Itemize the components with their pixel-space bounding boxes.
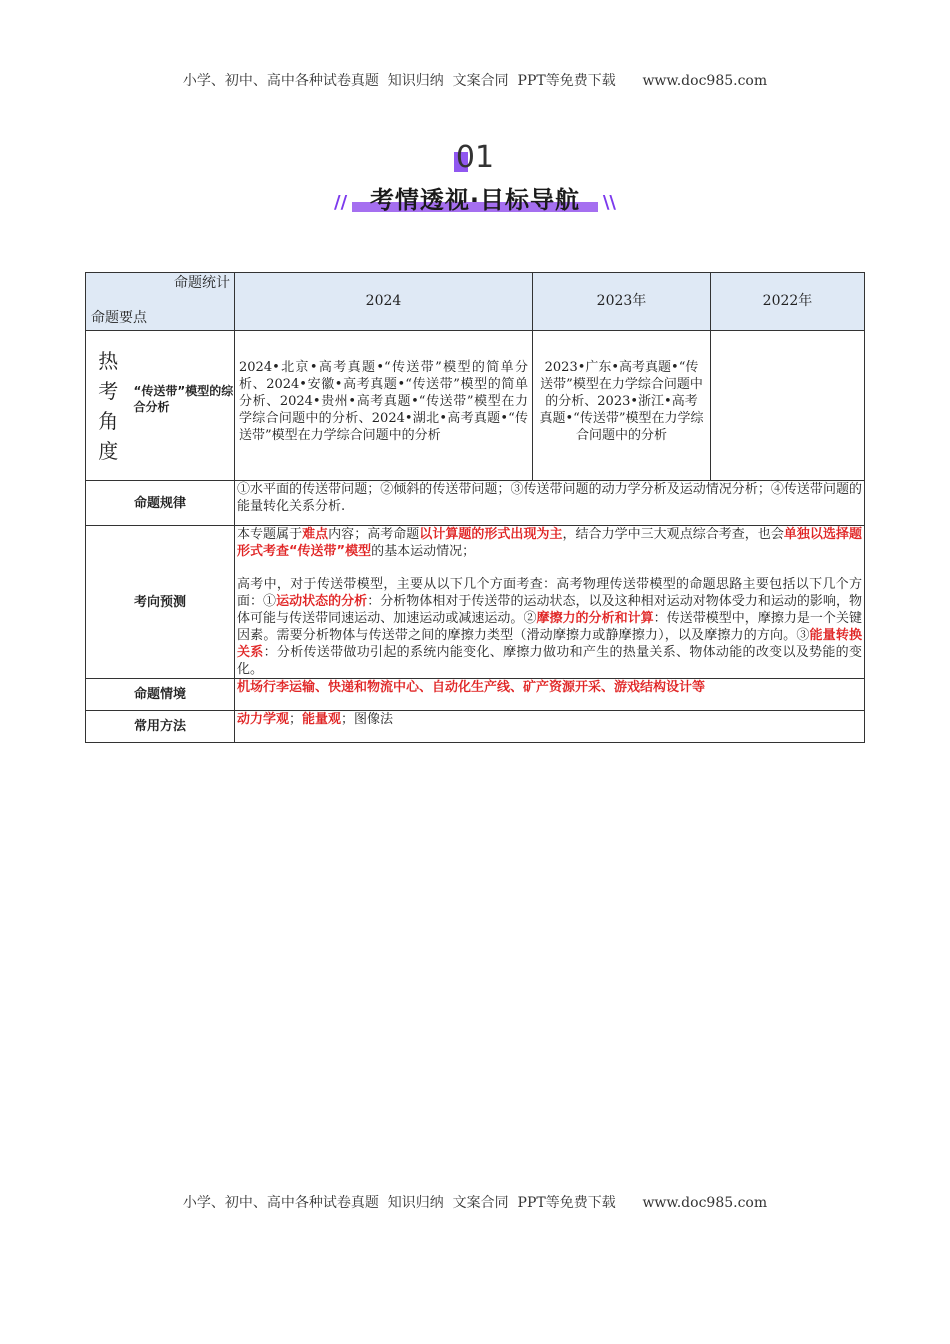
highlight-run: 以计算题的形式出现为主 <box>419 527 563 542</box>
scenario-text: 机场行李运输、快递和物流中心、自动化生产线、矿产资源开采、游戏结构设计等 <box>235 679 865 711</box>
banner-title: 考情透视·目标导航 <box>369 186 581 214</box>
highlight-run: 单独以选择题形式考查“传送带”模型 <box>237 527 862 559</box>
section-banner <box>330 140 620 220</box>
banner-number: 01 <box>455 140 495 175</box>
highlight-run: 能量观 <box>302 712 342 727</box>
highlight-run: 难点 <box>302 527 329 542</box>
hot-char-3: 角 <box>98 408 119 433</box>
method-label: 常用方法 <box>86 711 235 743</box>
page-header: 小学、初中、高中各种试卷真题 知识归纳 文案合同 PPT等免费下载 www.doc985.com <box>182 73 768 89</box>
text-run: 内容；高考命题 <box>328 527 420 542</box>
text-run: 高考中，对于传送带模型，主要从以下几个方面考查：高考物理传送带模型的命题思路主要包括以下几个方面：① <box>237 577 862 609</box>
highlight-run: 运动状态的分析 <box>276 594 368 609</box>
text-run: ； <box>289 712 303 727</box>
banner-slash-right-icon: \\ <box>602 192 616 213</box>
highlight-run: 摩擦力的分析和计算 <box>536 611 654 626</box>
scenario-label: 命题情境 <box>86 679 235 711</box>
text-run: ，结合力学中三大观点综合考查，也会 <box>562 527 784 542</box>
corner-header-cell <box>86 273 235 331</box>
cell-2022 <box>711 331 865 481</box>
text-run: 的基本运动情况； <box>371 544 476 559</box>
highlight-run: 能量转换关系 <box>237 628 862 660</box>
text-run: ：传送带模型中，摩擦力是一个关键因素。需要分析物体与传送带之间的摩擦力类型（滑动摩擦力或静摩擦力），以及摩擦力的方向。③ <box>237 611 862 643</box>
rule-label: 命题规律 <box>86 481 235 526</box>
cell-2024: 2024•北京•高考真题•“传送带”模型的简单分析、2024•安徽•高考真题•“传送带”模型的简单分析、2024•贵州•高考真题•“传送带”模型在力学综合问题中的分析、2024•湖北•高考真题•“传送带”模型在力学综合问题中的分析 <box>235 331 533 481</box>
text-run: ：分析传送带做功引起的系统内能变化、摩擦力做功和产生的热量关系、物体动能的改变以及势能的变化。 <box>237 645 862 677</box>
corner-bottom-label: 命题要点 <box>91 310 147 326</box>
exam-analysis-table <box>85 272 865 743</box>
hot-char-1: 热 <box>98 348 119 373</box>
forecast-label: 考向预测 <box>86 526 235 679</box>
cell-2023: 2023•广东•高考真题•“传送带”模型在力学综合问题中的分析、2023•浙江•高考真题•“传送带”模型在力学综合问题中的分析 <box>533 331 711 481</box>
rule-text: ①水平面的传送带问题；②倾斜的传送带问题；③传送带问题的动力学分析及运动情况分析；④传送带问题的能量转化关系分析. <box>235 481 865 526</box>
header-2023: 2023年 <box>533 273 711 331</box>
text-run: ：分析物体相对于传送带的运动状态，以及这种相对运动对物体受力和运动的影响，物体可能与传送带同速运动、加速运动或减速运动。② <box>237 594 862 626</box>
hot-char-4: 度 <box>98 438 119 463</box>
header-2022: 2022年 <box>711 273 865 331</box>
hot-char-2: 考 <box>98 378 119 403</box>
header-2024: 2024 <box>235 273 533 331</box>
page-footer: 小学、初中、高中各种试卷真题 知识归纳 文案合同 PPT等免费下载 www.doc985.com <box>182 1195 768 1211</box>
forecast-text <box>235 526 865 679</box>
topic-cell: “传送带”模型的综合分析 <box>131 331 235 481</box>
banner-slash-left-icon: // <box>334 192 348 213</box>
method-text <box>235 711 865 743</box>
forecast-paragraph-2 <box>237 576 862 678</box>
corner-top-label: 命题统计 <box>174 275 230 291</box>
forecast-paragraph-1 <box>237 526 862 560</box>
highlight-run: 动力学观 <box>237 712 290 727</box>
hot-topic-label <box>86 331 131 481</box>
text-run: ；图像法 <box>341 712 394 727</box>
paragraph-gap <box>237 560 862 576</box>
text-run: 本专题属于 <box>237 527 303 542</box>
